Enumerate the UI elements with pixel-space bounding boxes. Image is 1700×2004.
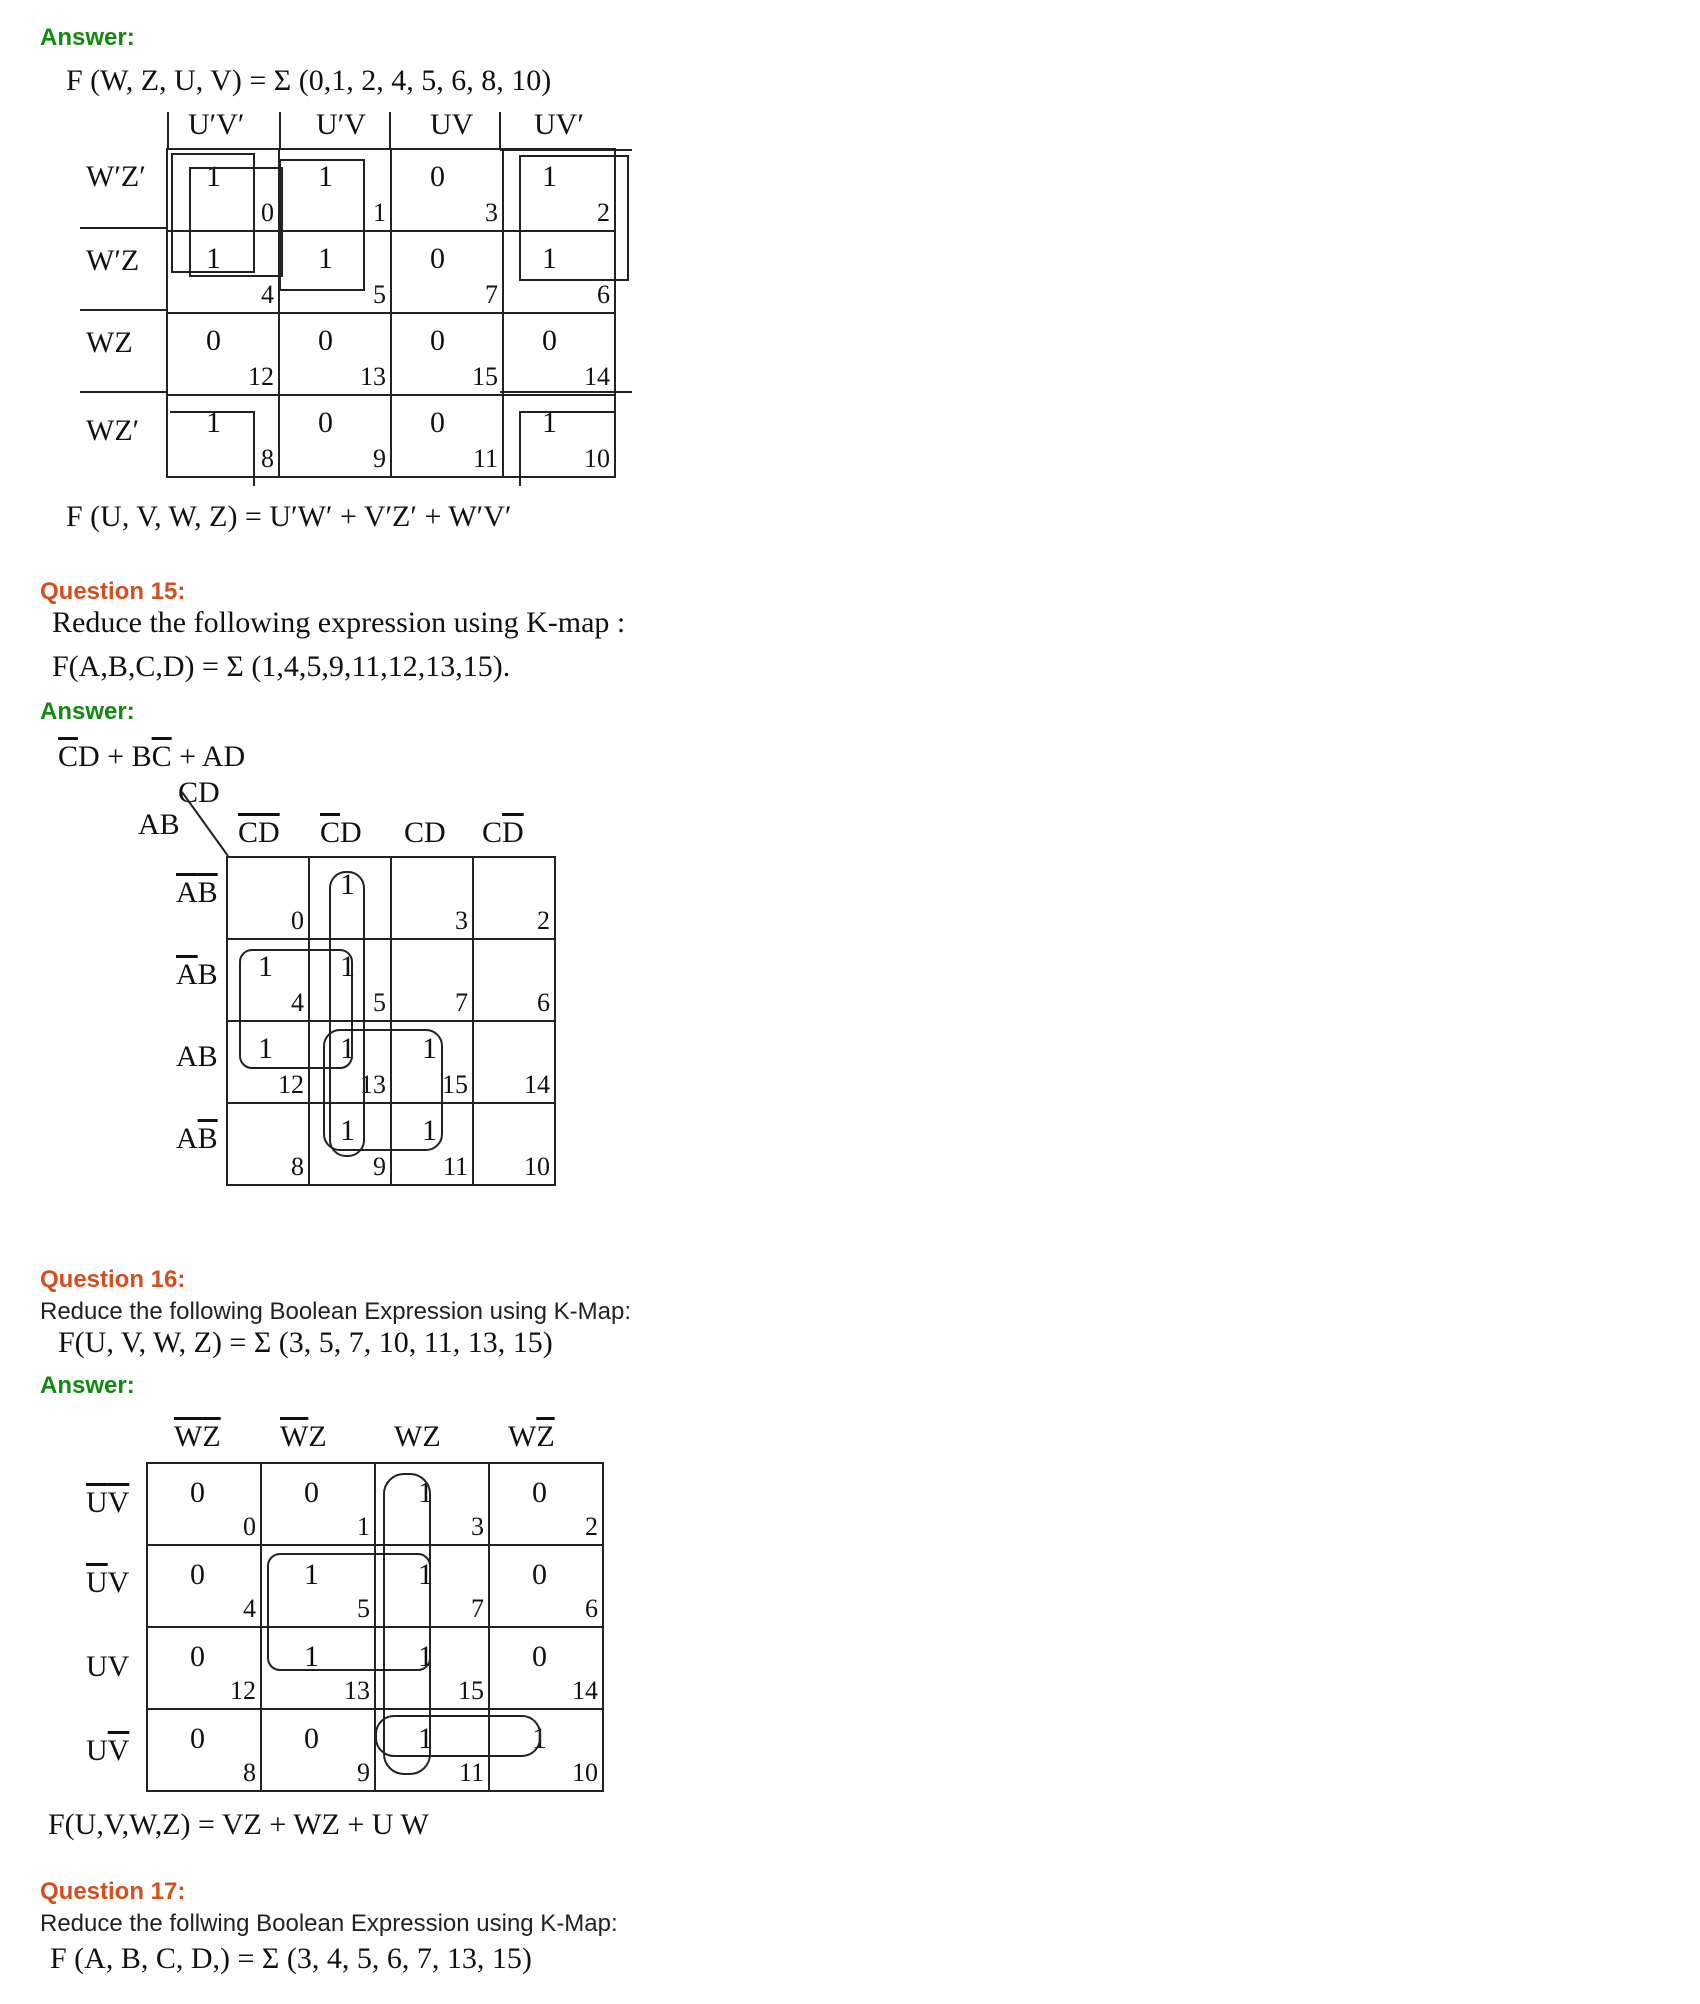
kmap-cell-value: 1 [206, 160, 221, 193]
kmap-cell-index: 2 [585, 1512, 598, 1541]
kmap-cell-value: 1 [304, 1558, 319, 1591]
kmap-cell-index: 6 [585, 1594, 598, 1623]
q16-col-header: $\overline{W}Z$ [280, 1420, 327, 1453]
q16-result: F(U,V,W,Z) = VZ + WZ + U W [48, 1808, 429, 1841]
kmap-cell-value: 0 [430, 160, 445, 193]
q14-result: F (U, V, W, Z) = U′W′ + V′Z′ + W′V′ [66, 500, 512, 533]
kmap-cell [167, 231, 279, 313]
q15-row-header: $\overline{A}B$ [176, 958, 218, 991]
kmap-cell-index: 6 [537, 988, 550, 1017]
q15-row-header: $\overline{A}\overline{B}$ [176, 876, 218, 909]
kmap-cell-index: 7 [471, 1594, 484, 1623]
kmap-cell-value: 1 [340, 1032, 355, 1065]
kmap-cell-value: 0 [532, 1640, 547, 1673]
q16-col-header: WZ [394, 1420, 441, 1453]
q14-col-header: U′V′ [188, 108, 245, 141]
kmap-cell-index: 2 [597, 198, 610, 227]
kmap-cell-value: 1 [340, 1114, 355, 1147]
kmap-cell-value: 0 [190, 1558, 205, 1591]
kmap-cell-value: 1 [318, 242, 333, 275]
kmap-cell-index: 8 [291, 1152, 304, 1181]
q16-question-label: Question 16: [40, 1266, 186, 1293]
kmap-cell-index: 13 [360, 1070, 386, 1099]
kmap-cell-index: 10 [572, 1758, 598, 1787]
kmap-cell [375, 1463, 489, 1545]
kmap-cell [261, 1545, 375, 1627]
q16-row-header: $\overline{U}\overline{V}$ [86, 1486, 130, 1519]
q16-function: F(U, V, W, Z) = Σ (3, 5, 7, 10, 11, 13, 15) [58, 1326, 553, 1359]
q16-prompt: Reduce the following Boolean Expression using K-Map: [40, 1298, 632, 1325]
kmap-cell-value: 1 [542, 242, 557, 275]
kmap-cell-value: 1 [532, 1722, 547, 1755]
kmap-cell [261, 1463, 375, 1545]
q14-col-header: UV′ [534, 108, 584, 141]
kmap-cell-value: 1 [418, 1476, 433, 1509]
kmap-cell-value: 1 [258, 1032, 273, 1065]
kmap-cell-index: 7 [455, 988, 468, 1017]
kmap-cell-value: 1 [418, 1722, 433, 1755]
kmap-cell-value: 0 [190, 1640, 205, 1673]
q15-row-header: AB [176, 1040, 218, 1073]
q15-col-header: CD [404, 816, 446, 849]
kmap-cell [489, 1627, 603, 1709]
kmap-cell-value: 1 [206, 242, 221, 275]
kmap-cell [227, 939, 309, 1021]
kmap-cell-index: 14 [524, 1070, 550, 1099]
kmap-cell [473, 1103, 555, 1185]
kmap-cell [391, 231, 503, 313]
kmap-cell-value: 1 [206, 406, 221, 439]
kmap-cell-value: 0 [318, 406, 333, 439]
kmap-cell-index: 14 [572, 1676, 598, 1705]
kmap-cell-index: 5 [357, 1594, 370, 1623]
kmap-cell [147, 1709, 261, 1791]
q16-col-header: $\overline{W}\overline{Z}$ [174, 1420, 221, 1453]
kmap-cell-index: 10 [584, 444, 610, 473]
kmap-cell-index: 12 [278, 1070, 304, 1099]
kmap-cell-index: 15 [442, 1070, 468, 1099]
kmap-cell [375, 1627, 489, 1709]
kmap-cell-value: 0 [532, 1476, 547, 1509]
kmap-cell-index: 11 [442, 1152, 468, 1181]
kmap-cell [279, 313, 391, 395]
kmap-cell [167, 395, 279, 477]
kmap-cell-value: 1 [258, 950, 273, 983]
kmap-cell-index: 0 [261, 198, 274, 227]
q14-col-header: U′V [316, 108, 366, 141]
q17-question-label: Question 17: [40, 1878, 186, 1905]
kmap-cell [391, 1103, 473, 1185]
kmap-cell [261, 1627, 375, 1709]
kmap-cell-value: 1 [304, 1640, 319, 1673]
kmap-cell-index: 7 [485, 280, 498, 309]
q15-row-header: $A\overline{B}$ [176, 1122, 218, 1155]
kmap-cell [167, 313, 279, 395]
kmap-cell [391, 939, 473, 1021]
q16-kmap [146, 1462, 604, 1792]
kmap-cell-value: 0 [430, 406, 445, 439]
kmap-cell [391, 1021, 473, 1103]
kmap-cell-index: 5 [373, 988, 386, 1017]
kmap-cell-value: 1 [542, 406, 557, 439]
kmap-cell [489, 1463, 603, 1545]
kmap-cell [227, 857, 309, 939]
kmap-cell-index: 11 [472, 444, 498, 473]
kmap-cell-index: 2 [537, 906, 550, 935]
kmap-cell [503, 395, 615, 477]
kmap-cell-index: 3 [455, 906, 468, 935]
kmap-cell [309, 1021, 391, 1103]
kmap-cell-value: 0 [304, 1722, 319, 1755]
kmap-cell [473, 1021, 555, 1103]
kmap-cell [503, 231, 615, 313]
q14-kmap [166, 148, 616, 478]
kmap-cell-index: 12 [248, 362, 274, 391]
kmap-cell [489, 1709, 603, 1791]
q15-answer-label: Answer: [40, 698, 135, 725]
q15-function: F(A,B,C,D) = Σ (1,4,5,9,11,12,13,15). [52, 650, 511, 683]
kmap-cell-index: 9 [373, 1152, 386, 1181]
kmap-cell [473, 857, 555, 939]
kmap-cell-index: 4 [261, 280, 274, 309]
kmap-cell [309, 939, 391, 1021]
kmap-cell-value: 1 [422, 1032, 437, 1065]
kmap-cell-index: 15 [472, 362, 498, 391]
kmap-cell-index: 6 [597, 280, 610, 309]
kmap-cell-index: 1 [373, 198, 386, 227]
q14-row-header: W′Z [86, 244, 140, 277]
kmap-cell [167, 149, 279, 231]
q14-answer-label: Answer: [40, 24, 135, 51]
kmap-cell-index: 13 [344, 1676, 370, 1705]
kmap-cell [391, 857, 473, 939]
q14-row-header: WZ′ [86, 414, 140, 447]
kmap-cell-index: 5 [373, 280, 386, 309]
kmap-cell [261, 1709, 375, 1791]
kmap-cell-index: 10 [524, 1152, 550, 1181]
kmap-cell-value: 0 [206, 324, 221, 357]
kmap-cell [227, 1021, 309, 1103]
kmap-cell-index: 4 [291, 988, 304, 1017]
q14-row-header: W′Z′ [86, 160, 146, 193]
q15-result: $\overline{C}D + B\overline{C}$ + AD [58, 740, 246, 773]
q14-function: F (W, Z, U, V) = Σ (0,1, 2, 4, 5, 6, 8, 10) [66, 64, 552, 97]
kmap-cell-value: 0 [430, 324, 445, 357]
kmap-cell [391, 313, 503, 395]
kmap-cell-value: 1 [418, 1640, 433, 1673]
kmap-cell-index: 11 [458, 1758, 484, 1787]
kmap-cell [391, 149, 503, 231]
kmap-cell-index: 12 [230, 1676, 256, 1705]
kmap-cell-value: 0 [532, 1558, 547, 1591]
kmap-cell [147, 1627, 261, 1709]
kmap-cell-value: 0 [542, 324, 557, 357]
q15-col-header: $\overline{C}D$ [320, 816, 362, 849]
kmap-cell-index: 3 [471, 1512, 484, 1541]
kmap-cell-value: 1 [318, 160, 333, 193]
kmap-cell [503, 149, 615, 231]
kmap-cell [375, 1545, 489, 1627]
q15-col-header: $\overline{C}\overline{D}$ [238, 816, 280, 849]
q15-prompt: Reduce the following expression using K-map : [52, 606, 626, 639]
kmap-cell [279, 231, 391, 313]
kmap-cell [489, 1545, 603, 1627]
kmap-cell-value: 0 [190, 1722, 205, 1755]
kmap-cell-value: 0 [430, 242, 445, 275]
q16-row-header: $\overline{U}V$ [86, 1566, 130, 1599]
q14-col-header: UV [430, 108, 474, 141]
kmap-cell-value: 1 [418, 1558, 433, 1591]
kmap-cell-value: 1 [340, 950, 355, 983]
kmap-cell-value: 1 [422, 1114, 437, 1147]
q16-answer-label: Answer: [40, 1372, 135, 1399]
kmap-cell-index: 9 [373, 444, 386, 473]
kmap-cell [279, 395, 391, 477]
q15-col-header: $C\overline{D}$ [482, 816, 524, 849]
kmap-cell-value: 0 [318, 324, 333, 357]
kmap-cell [309, 1103, 391, 1185]
kmap-cell-index: 8 [243, 1758, 256, 1787]
kmap-cell [147, 1463, 261, 1545]
kmap-cell-index: 8 [261, 444, 274, 473]
kmap-cell-index: 0 [243, 1512, 256, 1541]
q15-corner-ab: AB [138, 808, 180, 841]
q17-function: F (A, B, C, D,) = Σ (3, 4, 5, 6, 7, 13, 15) [50, 1942, 532, 1975]
kmap-cell-index: 0 [291, 906, 304, 935]
kmap-cell-value: 0 [304, 1476, 319, 1509]
kmap-cell-index: 15 [458, 1676, 484, 1705]
q16-row-header: UV [86, 1650, 130, 1683]
kmap-cell-index: 4 [243, 1594, 256, 1623]
kmap-cell-index: 1 [357, 1512, 370, 1541]
kmap-cell [391, 395, 503, 477]
q15-corner-cd: CD [178, 776, 220, 809]
q15-kmap [226, 856, 556, 1186]
kmap-cell-index: 3 [485, 198, 498, 227]
kmap-cell [375, 1709, 489, 1791]
kmap-cell [227, 1103, 309, 1185]
kmap-cell-index: 13 [360, 362, 386, 391]
kmap-cell [147, 1545, 261, 1627]
kmap-cell-value: 1 [542, 160, 557, 193]
kmap-cell-value: 1 [340, 868, 355, 901]
kmap-cell [473, 939, 555, 1021]
kmap-cell-index: 14 [584, 362, 610, 391]
q16-row-header: $U\overline{V}$ [86, 1734, 130, 1767]
q17-prompt: Reduce the follwing Boolean Expression using K-Map: [40, 1910, 618, 1937]
kmap-cell [503, 313, 615, 395]
kmap-cell [309, 857, 391, 939]
q16-col-header: $W\overline{Z}$ [508, 1420, 555, 1453]
kmap-cell-value: 0 [190, 1476, 205, 1509]
kmap-cell [279, 149, 391, 231]
kmap-cell-index: 9 [357, 1758, 370, 1787]
q14-row-header: WZ [86, 326, 133, 359]
q15-question-label: Question 15: [40, 578, 186, 605]
